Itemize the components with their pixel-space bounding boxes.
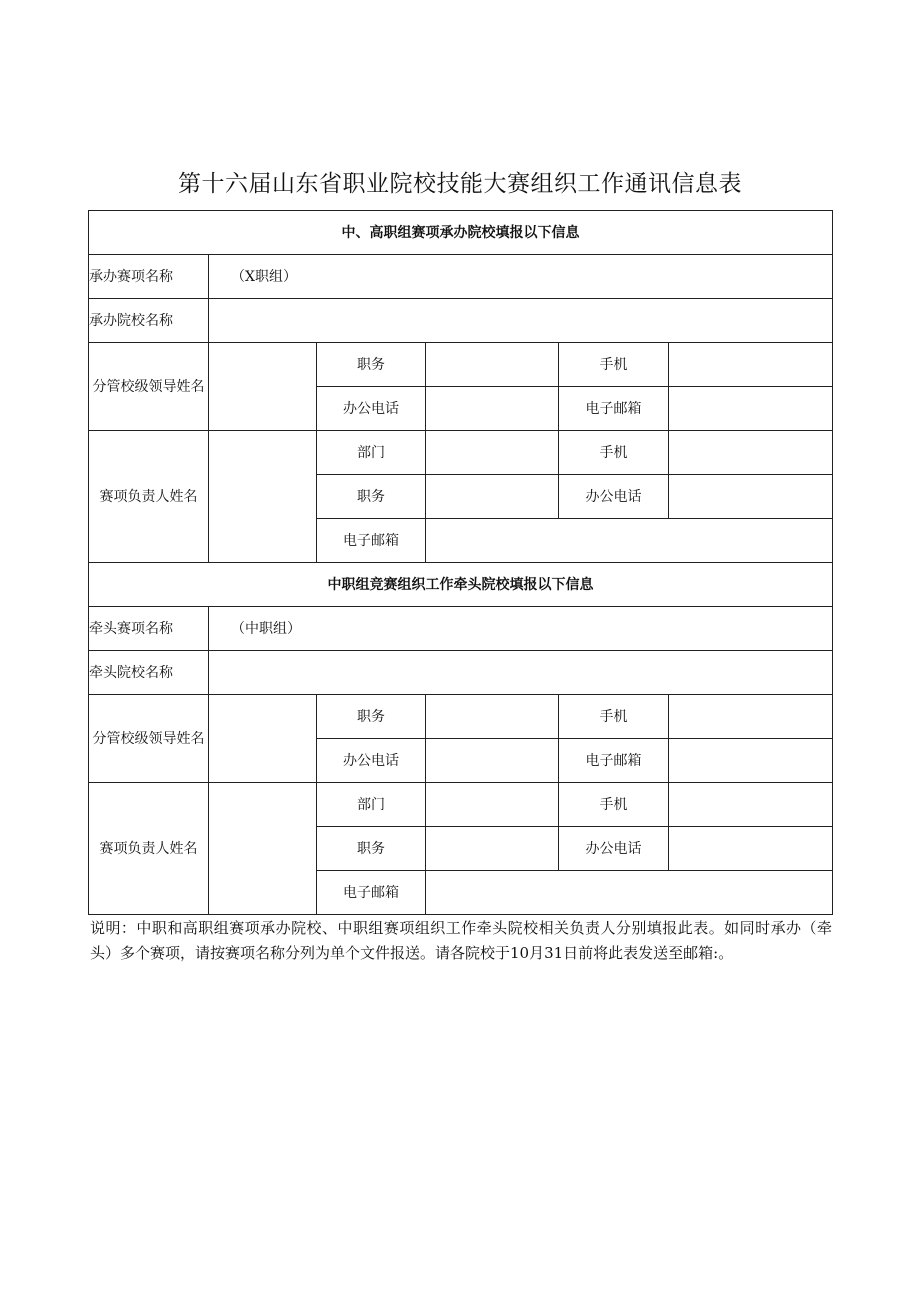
section1-heading-row: [89, 211, 833, 255]
section2-responsible-mobile-label: 手机: [559, 783, 669, 827]
section1-event-name-label: 承办赛项名称: [89, 255, 209, 299]
section1-leader-email-field[interactable]: [669, 387, 833, 431]
section1-leader-mobile-field[interactable]: [669, 343, 833, 387]
section1-leader-label: 分管校级领导姓名: [89, 343, 209, 431]
section2-leader-position-label: 职务: [317, 695, 426, 739]
section2-responsible-office-phone-label: 办公电话: [559, 827, 669, 871]
section1-school-name-row: [89, 299, 833, 343]
section1-responsible-email-label: 电子邮箱: [317, 519, 426, 563]
section1-leader-mobile-label: 手机: [559, 343, 669, 387]
section2-responsible-email-field[interactable]: [426, 871, 833, 915]
section1-responsible-position-label: 职务: [317, 475, 426, 519]
section1-school-name-label: 承办院校名称: [89, 299, 209, 343]
section2-leader-name-field[interactable]: [209, 695, 317, 783]
section1-leader-position-label: 职务: [317, 343, 426, 387]
section2-event-name-row: [89, 607, 833, 651]
section1-responsible-name-field[interactable]: [209, 431, 317, 563]
section1-responsible-department-field[interactable]: [426, 431, 559, 475]
section2-leader-office-phone-field[interactable]: [426, 739, 559, 783]
section2-event-name-field[interactable]: （中职组）: [209, 607, 833, 651]
section2-leader-row-1: [89, 695, 833, 739]
section2-responsible-department-label: 部门: [317, 783, 426, 827]
section1-school-name-field[interactable]: [209, 299, 833, 343]
section2-school-name-label: 牵头院校名称: [89, 651, 209, 695]
section1-responsible-label: 赛项负责人姓名: [89, 431, 209, 563]
page-title: 第十六届山东省职业院校技能大赛组织工作通讯信息表: [178, 171, 742, 197]
section2-responsible-label: 赛项负责人姓名: [89, 783, 209, 915]
section1-responsible-position-field[interactable]: [426, 475, 559, 519]
section1-leader-row-1: [89, 343, 833, 387]
section2-leader-position-field[interactable]: [426, 695, 559, 739]
section1-leader-name-field[interactable]: [209, 343, 317, 431]
section2-responsible-mobile-field[interactable]: [669, 783, 833, 827]
section2-leader-email-label: 电子邮箱: [559, 739, 669, 783]
section2-heading: 中职组竞赛组织工作牵头院校填报以下信息: [89, 563, 833, 607]
section1-responsible-department-label: 部门: [317, 431, 426, 475]
section1-responsible-mobile-field[interactable]: [669, 431, 833, 475]
section2-leader-office-phone-label: 办公电话: [317, 739, 426, 783]
section1-event-name-field[interactable]: （X职组）: [209, 255, 833, 299]
footnote: 说明：中职和高职组赛项承办院校、中职组赛项组织工作牵头院校相关负责人分别填报此表。如同时承办（牵头）多个赛项，请按赛项名称分列为单个文件报送。请各院校于10月31日前将此表发送至邮箱:。: [90, 919, 832, 962]
section2-responsible-department-field[interactable]: [426, 783, 559, 827]
section1-leader-position-field[interactable]: [426, 343, 559, 387]
section1-responsible-office-phone-field[interactable]: [669, 475, 833, 519]
section2-responsible-office-phone-field[interactable]: [669, 827, 833, 871]
section1-responsible-email-field[interactable]: [426, 519, 833, 563]
section2-school-name-row: [89, 651, 833, 695]
section2-responsible-name-field[interactable]: [209, 783, 317, 915]
section2-leader-email-field[interactable]: [669, 739, 833, 783]
section1-responsible-mobile-label: 手机: [559, 431, 669, 475]
section2-event-name-label: 牵头赛项名称: [89, 607, 209, 651]
section2-responsible-email-label: 电子邮箱: [317, 871, 426, 915]
section2-heading-row: [89, 563, 833, 607]
section2-leader-mobile-field[interactable]: [669, 695, 833, 739]
section1-responsible-row-1: [89, 431, 833, 475]
section1-leader-email-label: 电子邮箱: [559, 387, 669, 431]
section2-responsible-position-label: 职务: [317, 827, 426, 871]
info-table: [88, 210, 833, 915]
section2-responsible-row-1: [89, 783, 833, 827]
section1-responsible-office-phone-label: 办公电话: [559, 475, 669, 519]
section2-leader-mobile-label: 手机: [559, 695, 669, 739]
section1-leader-office-phone-label: 办公电话: [317, 387, 426, 431]
section2-responsible-position-field[interactable]: [426, 827, 559, 871]
section1-heading: 中、高职组赛项承办院校填报以下信息: [89, 211, 833, 255]
section1-event-name-row: [89, 255, 833, 299]
section2-leader-label: 分管校级领导姓名: [89, 695, 209, 783]
section1-leader-office-phone-field[interactable]: [426, 387, 559, 431]
section2-school-name-field[interactable]: [209, 651, 833, 695]
